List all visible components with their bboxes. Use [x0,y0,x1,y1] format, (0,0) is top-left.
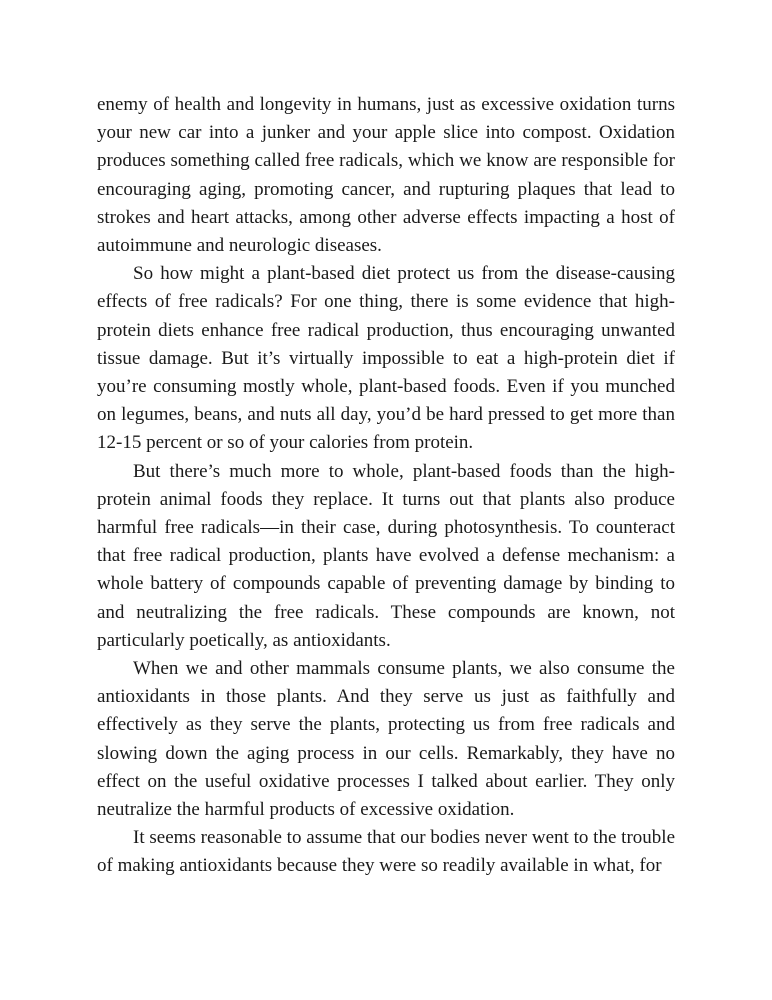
paragraph-3: But there’s much more to whole, plant-based foods than the high-protein animal foods they replace. It turns out that plants also produce harmful free radicals—in their case, during photosynthesis. To counteract that free radical production, plants have evolved a defense mechanism: a whole battery of compounds capable of preventing damage by binding to and neutralizing the free radicals. These compounds are known, not particularly poetically, as antioxidants. [97,460,675,651]
paragraph-5: It seems reasonable to assume that our bodies never went to the trouble of making antioxidants because they were so readily available in what, for [97,827,675,877]
paragraph-2: So how might a plant-based diet protect us from the disease-causing effects of free radicals? For one thing, there is some evidence that high-protein diets enhance free radical production, thus encouraging unwanted tissue damage. But it’s virtually impossible to eat a high-protein diet if you’re consuming mostly whole, plant-based foods. Even if you munched on legumes, beans, and nuts all day, you’d be hard pressed to get more than 12-15 percent or so of your calories from protein. [97,263,675,454]
paragraph-1: enemy of health and longevity in humans, just as excessive oxidation turns your new car into a junker and your apple slice into compost. Oxidation produces something called free radicals, which we know are responsible for encouraging aging, promoting cancer, and rupturing plaques that lead to strokes and heart attacks, among other adverse effects impacting a host of autoimmune and neurologic diseases. [97,94,675,257]
paragraph-4: When we and other mammals consume plants, we also consume the antioxidants in those plants. And they serve us just as faithfully and effectively as they serve the plants, protecting us from free radicals and slowing down the aging process in our cells. Remarkably, they have no effect on the useful oxidative processes I talked about earlier. They only neutralize the harmful products of excessive oxidation. [97,658,675,821]
body-text [97,91,675,881]
